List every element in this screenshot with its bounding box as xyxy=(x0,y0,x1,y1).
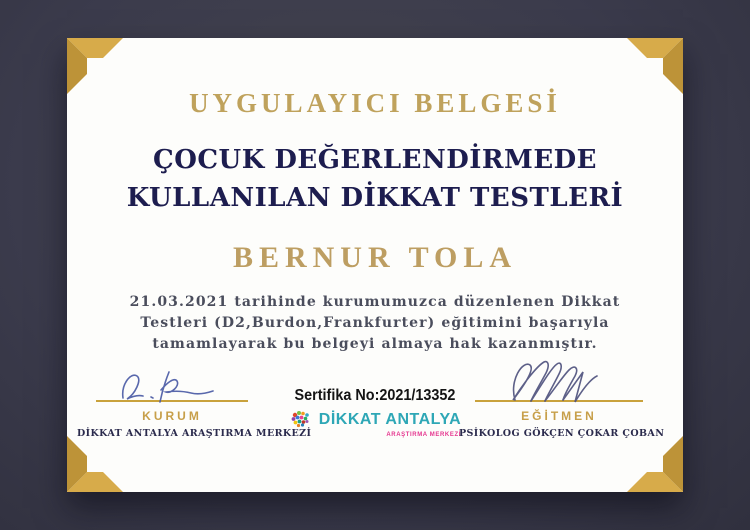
certificate-body-text xyxy=(67,292,683,355)
institution-role-label: KURUM xyxy=(142,409,202,423)
certificate-title: UYGULAYICI BELGESİ xyxy=(189,88,561,118)
trainer-signature-block xyxy=(459,354,665,439)
certificate-card xyxy=(67,38,683,492)
body-line-3: tamamlayarak bu belgeyi almaya hak kazanmıştır. xyxy=(152,336,598,352)
dikkat-antalya-logo xyxy=(285,409,465,431)
body-line-1: 21.03.2021 tarihinde kurumumuzca düzenlenen Dikkat xyxy=(129,294,621,310)
corner-ornament-bottom-left xyxy=(67,434,125,492)
certificate-heading xyxy=(67,141,683,217)
signature-line-right xyxy=(475,400,643,402)
serial-and-logo-block xyxy=(285,387,465,438)
heading-line-2: KULLANILAN DİKKAT TESTLERİ xyxy=(126,183,624,213)
logo-wordmark: DİKKAT ANTALYA xyxy=(318,411,462,428)
certificate-serial-number: Sertifika No:2021/13352 xyxy=(294,387,456,404)
signature-line-left xyxy=(96,400,248,402)
brain-dots-logo-icon xyxy=(289,409,315,431)
trainer-role-label: EĞİTMEN xyxy=(521,409,597,423)
corner-ornament-bottom-right xyxy=(625,434,683,492)
trainer-name: PSİKOLOG GÖKÇEN ÇOKAR ÇOBAN xyxy=(459,428,665,439)
heading-line-1: ÇOCUK DEĞERLENDİRMEDE xyxy=(153,145,597,175)
body-line-2: Testleri (D2,Burdon,Frankfurter) eğitimini başarıyla xyxy=(140,315,610,331)
institution-name: DİKKAT ANTALYA ARAŞTIRMA MERKEZİ xyxy=(77,428,312,439)
institution-signature-block xyxy=(77,362,312,439)
recipient-name: BERNUR TOLA xyxy=(232,241,518,274)
logo-subtitle: ARAŞTIRMA MERKEZİ xyxy=(386,432,461,438)
